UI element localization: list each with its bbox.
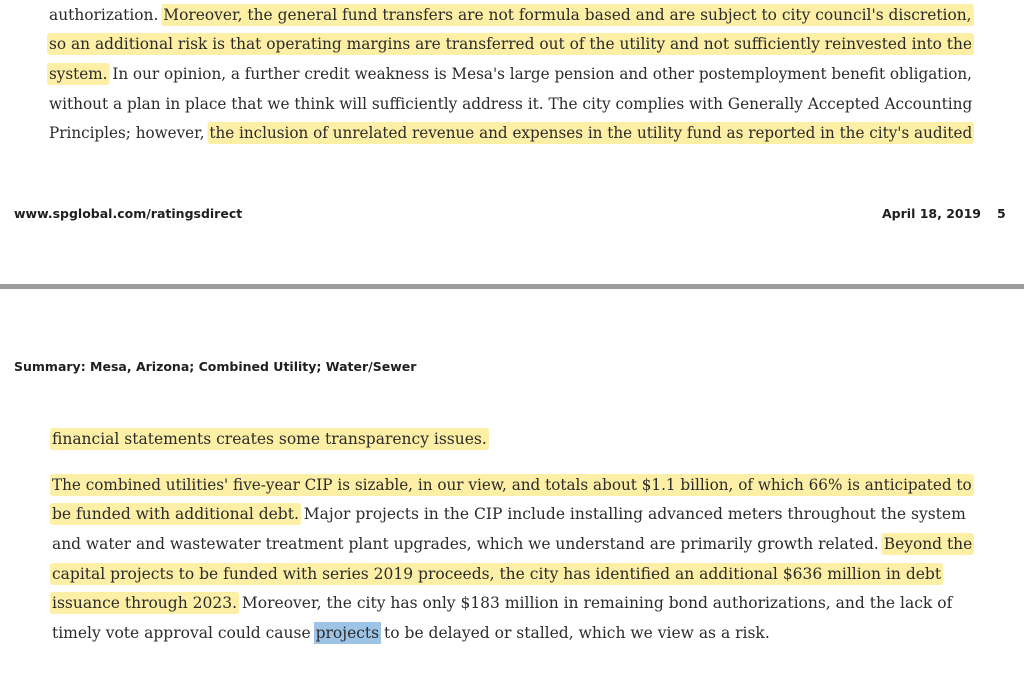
highlight[interactable]: be funded with additional debt. <box>52 505 299 523</box>
text-line: timely vote approval could cause projects to be delayed or stalled, which we view as a risk. <box>52 624 770 642</box>
text-line: issuance through 2023. Moreover, the city has only $183 million in remaining bond authorizations, and the lack of <box>52 594 953 612</box>
text-line <box>52 429 487 449</box>
highlight[interactable]: The combined utilities' five-year CIP is sizable, in our view, and totals about $1.1 billion, of which 66% is anticipated to <box>52 476 972 494</box>
text-line: Principles; however, the inclusion of unrelated revenue and expenses in the utility fund as reported in the city's audited <box>49 124 973 142</box>
page-5 <box>0 0 1024 284</box>
highlight[interactable]: financial statements creates some transparency issues. <box>52 430 487 448</box>
text-line: be funded with additional debt. Major projects in the CIP include installing advanced meters throughout the system <box>52 505 966 523</box>
text-line: without a plan in place that we think will sufficiently address it. The city complies with Generally Accepted Accounting <box>49 95 973 113</box>
footer-url-link[interactable]: www.spglobal.com/ratingsdirect <box>14 206 243 221</box>
highlight[interactable]: issuance through 2023. <box>52 594 237 612</box>
text-line: and water and wastewater treatment plant upgrades, which we understand are primarily growth related. Beyond the <box>52 535 973 553</box>
highlight[interactable]: the inclusion of unrelated revenue and expenses in the utility fund as reported in the city's audited <box>209 124 973 142</box>
text-line <box>49 34 972 54</box>
highlight[interactable]: capital projects to be funded with series 2019 proceeds, the city has identified an additional $636 million in debt <box>52 565 942 583</box>
text-line: authorization. Moreover, the general fund transfers are not formula based and are subject to city council's discretion, <box>49 6 972 24</box>
footer-page-number: 5 <box>997 206 1006 221</box>
text-line <box>52 564 941 584</box>
running-header: Summary: Mesa, Arizona; Combined Utility; Water/Sewer <box>14 359 417 374</box>
highlight[interactable]: Beyond the <box>883 535 973 553</box>
page-6 <box>0 289 1024 682</box>
highlight[interactable]: system. <box>49 65 108 83</box>
highlight[interactable]: so an additional risk is that operating margins are transferred out of the utility and not sufficiently reinvested into the <box>49 35 972 53</box>
text-line: system. In our opinion, a further credit weakness is Mesa's large pension and other postemployment benefit obligation, <box>49 65 972 83</box>
text-line <box>52 475 972 495</box>
footer-date: April 18, 2019 <box>882 206 981 221</box>
text-selection[interactable]: projects <box>315 624 380 642</box>
highlight[interactable]: Moreover, the general fund transfers are not formula based and are subject to city council's discretion, <box>163 6 972 24</box>
